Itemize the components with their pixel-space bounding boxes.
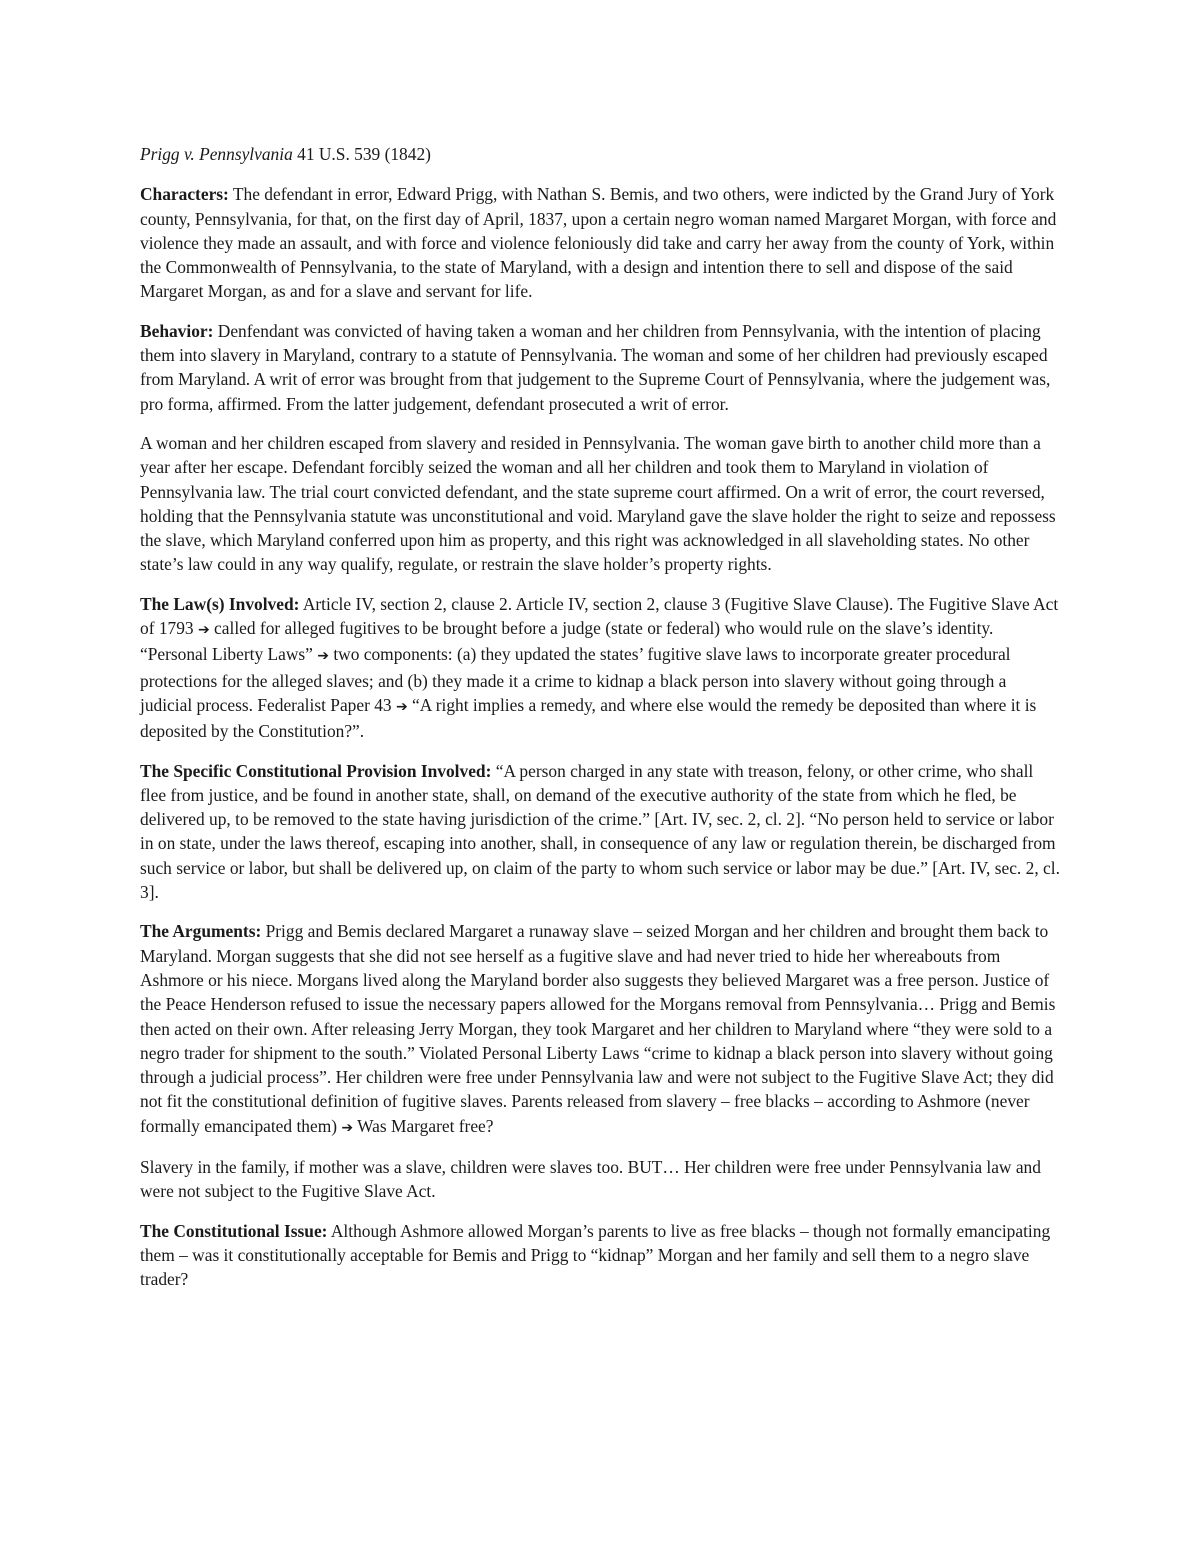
constitutional-issue-paragraph [140, 1219, 1062, 1292]
arguments-text: Prigg and Bemis declared Margaret a runaway slave – seized Morgan and her children and brought them back to Maryland. Morgan suggests that she did not see herself as a fugitive slave and had never tried to hide her whereabouts from Ashmore or his niece. Morgans lived along the Maryland border also suggests they believed Margaret was a free person. Justice of the Peace Henderson refused to issue the necessary papers allowed for the Morgans removal from Pennsylvania… Prigg and Bemis then acted on their own. After releasing Jerry Morgan, they took Margaret and her children to Maryland where “they were sold to a negro trader for shipment to the south.” Violated Personal Liberty Laws “crime to kidnap a black person into slavery without going through a judicial process”. Her children were free under Pennsylvania law and were not subject to the Fugitive Slave Act; they did not fit the constitutional definition of fugitive slaves. Parents released from slavery – free blacks – according to Ashmore (never formally emancipated them) [140, 921, 1056, 1136]
arrow-icon: ➔ [395, 698, 408, 715]
arguments-label: The Arguments: [140, 921, 262, 942]
laws-involved-text: called for alleged fugitives to be brought before a judge (state or federal) who would rule on the slave’s identity. “Personal Liberty Laws” [140, 618, 994, 665]
document-body [140, 142, 1062, 1306]
behavior-label: Behavior: [140, 320, 214, 341]
characters-text: The defendant in error, Edward Prigg, with Nathan S. Bemis, and two others, were indicted by the Grand Jury of York county, Pennsylvania, for that, on the first day of April, 1837, upon a certain negro woman named Margaret Morgan, with force and violence they made an assault, and with force and violence feloniously did take and carry her away from the county of York, within the Commonwealth of Pennsylvania, to the state of Maryland, with a design and intention there to sell and dispose of the said Margaret Morgan, as and for a slave and servant for life. [140, 184, 1057, 302]
provision-paragraph [140, 759, 1062, 905]
facts-paragraph [140, 431, 1062, 577]
provision-text: “A person charged in any state with treason, felony, or other crime, who shall flee from justice, and be found in another state, shall, on demand of the executive authority of the state from which he fled, be delivered up, to be removed to the state having jurisdiction of the crime.” [Art. IV, sec. 2, cl. 2]. “No person held to service or labor in on state, under the laws thereof, escaping into another, shall, in consequence of any law or regulation therein, be discharged from such service or labor, but shall be delivered up, on claim of the party to whom such service or labor may be due.” [Art. IV, sec. 2, cl. 3]. [140, 760, 1060, 903]
arrow-icon: ➔ [317, 648, 329, 665]
arrow-icon: ➔ [197, 622, 210, 639]
family-paragraph [140, 1155, 1062, 1204]
case-name: Prigg v. Pennsylvania [140, 144, 293, 164]
laws-involved-paragraph [140, 592, 1062, 744]
arguments-text: Was Margaret free? [353, 1115, 494, 1136]
case-citation: 41 U.S. 539 (1842) [292, 144, 431, 164]
behavior-paragraph [140, 319, 1062, 416]
arrow-icon: ➔ [341, 1119, 354, 1136]
characters-label: Characters: [140, 184, 229, 205]
family-text: Slavery in the family, if mother was a slave, children were slaves too. BUT… Her children were free under Pennsylvania law and were not subject to the Fugitive Slave Act. [140, 1156, 1041, 1202]
laws-involved-label: The Law(s) Involved: [140, 593, 300, 614]
constitutional-issue-label: The Constitutional Issue: [140, 1220, 328, 1241]
behavior-text: Denfendant was convicted of having taken a woman and her children from Pennsylvania, with the intention of placing them into slavery in Maryland, contrary to a statute of Pennsylvania. The woman and some of her children had previously escaped from Maryland. A writ of error was brought from that judgement to the Supreme Court of Pennsylvania, where the judgement was, pro forma, affirmed. From the latter judgement, defendant prosecuted a writ of error. [140, 320, 1051, 414]
constitutional-issue-text: Although Ashmore allowed Morgan’s parents to live as free blacks – though not formally emancipating them – was it constitutionally acceptable for Bemis and Prigg to “kidnap” Morgan and her family and sell them to a negro slave trader? [140, 1220, 1051, 1290]
laws-involved-text: Article IV, section 2, clause 2. Article IV, section 2, clause 3 (Fugitive Slave Clause). The Fugitive Slave Act of 1793 [140, 593, 1059, 639]
case-title [140, 142, 1062, 166]
laws-involved-text: “A right implies a remedy, and where else would the remedy be deposited than where it is deposited by the Constitution?”. [140, 694, 1037, 742]
provision-label: The Specific Constitutional Provision Involved: [140, 760, 492, 781]
laws-involved-text: two components: (a) they updated the states’ fugitive slave laws to incorporate greater procedural protections for the alleged slaves; and (b) they made it a crime to kidnap a black person into slavery without going through a judicial process. Federalist Paper 43 [140, 644, 1011, 715]
facts-text: A woman and her children escaped from slavery and resided in Pennsylvania. The woman gave birth to another child more than a year after her escape. Defendant forcibly seized the woman and all her children and took them to Maryland in violation of Pennsylvania law. The trial court convicted defendant, and the state supreme court affirmed. On a writ of error, the court reversed, holding that the Pennsylvania statute was unconstitutional and void. Maryland gave the slave holder the right to seize and repossess the slave, which Maryland conferred upon him as property, and this right was acknowledged in all slaveholding states. No other state’s law could in any way qualify, regulate, or restrain the slave holder’s property rights. [140, 432, 1056, 575]
characters-paragraph [140, 182, 1062, 303]
arguments-paragraph [140, 919, 1062, 1140]
